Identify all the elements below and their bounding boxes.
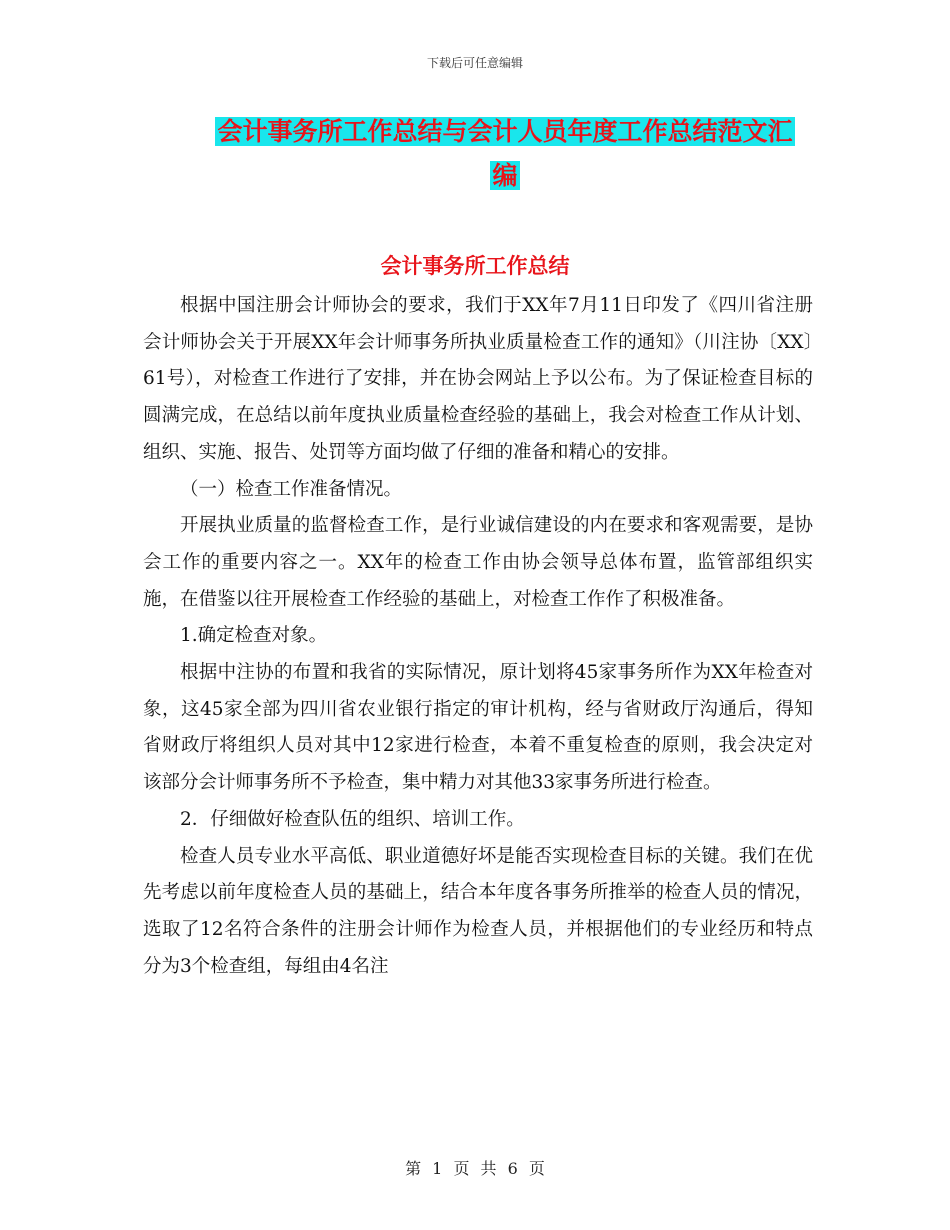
document-title	[185, 110, 825, 198]
page-number: 第 1 页 共 6 页	[405, 1159, 545, 1178]
subheading: （一）检查工作准备情况。	[180, 478, 403, 500]
subheading: 2．仔细做好检查队伍的组织、培训工作。	[180, 808, 525, 830]
document-title-line2: 编	[492, 161, 518, 190]
paragraph: 检查人员专业水平高低、职业道德好坏是能否实现检查目标的关键。我们在优先考虑以前年度检查人员的基础上，结合本年度各事务所推举的检查人员的情况，选取了12名符合条件的注册会计师作为检查人员，并根据他们的专业经历和特点分为3个检查组，每组由4名注	[143, 845, 813, 977]
paragraph: 根据中注协的布置和我省的实际情况，原计划将45家事务所作为XX年检查对象，这45家全部为四川省农业银行指定的审计机构，经与省财政厅沟通后，得知省财政厅将组织人员对其中12家进行检查，本着不重复检查的原则，我会决定对该部分会计师事务所不予检查，集中精力对其他33家事务所进行检查。	[143, 662, 813, 794]
page-header-note: 下载后可任意编辑	[426, 56, 523, 70]
paragraph: 开展执业质量的监督检查工作，是行业诚信建设的内在要求和客观需要，是协会工作的重要内容之一。XX年的检查工作由协会领导总体布置，监管部组织实施，在借鉴以往开展检查工作经验的基础上，对检查工作作了积极准备。	[143, 515, 813, 610]
subheading: 1.确定检查对象。	[180, 625, 328, 647]
section-title: 会计事务所工作总结	[380, 253, 570, 278]
document-title-line1: 会计事务所工作总结与会计人员年度工作总结范文汇	[217, 117, 793, 146]
paragraph: 根据中国注册会计师协会的要求，我们于XX年7月11日印发了《四川省注册会计师协会关于开展XX年会计师事务所执业质量检查工作的通知》（川注协〔XX〕61号），对检查工作进行了安排，并在协会网站上予以公布。为了保证检查目标的圆满完成，在总结以前年度执业质量检查经验的基础上，我会对检查工作从计划、组织、实施、报告、处罚等方面均做了仔细的准备和精心的安排。	[143, 295, 813, 463]
document-body	[143, 288, 813, 985]
